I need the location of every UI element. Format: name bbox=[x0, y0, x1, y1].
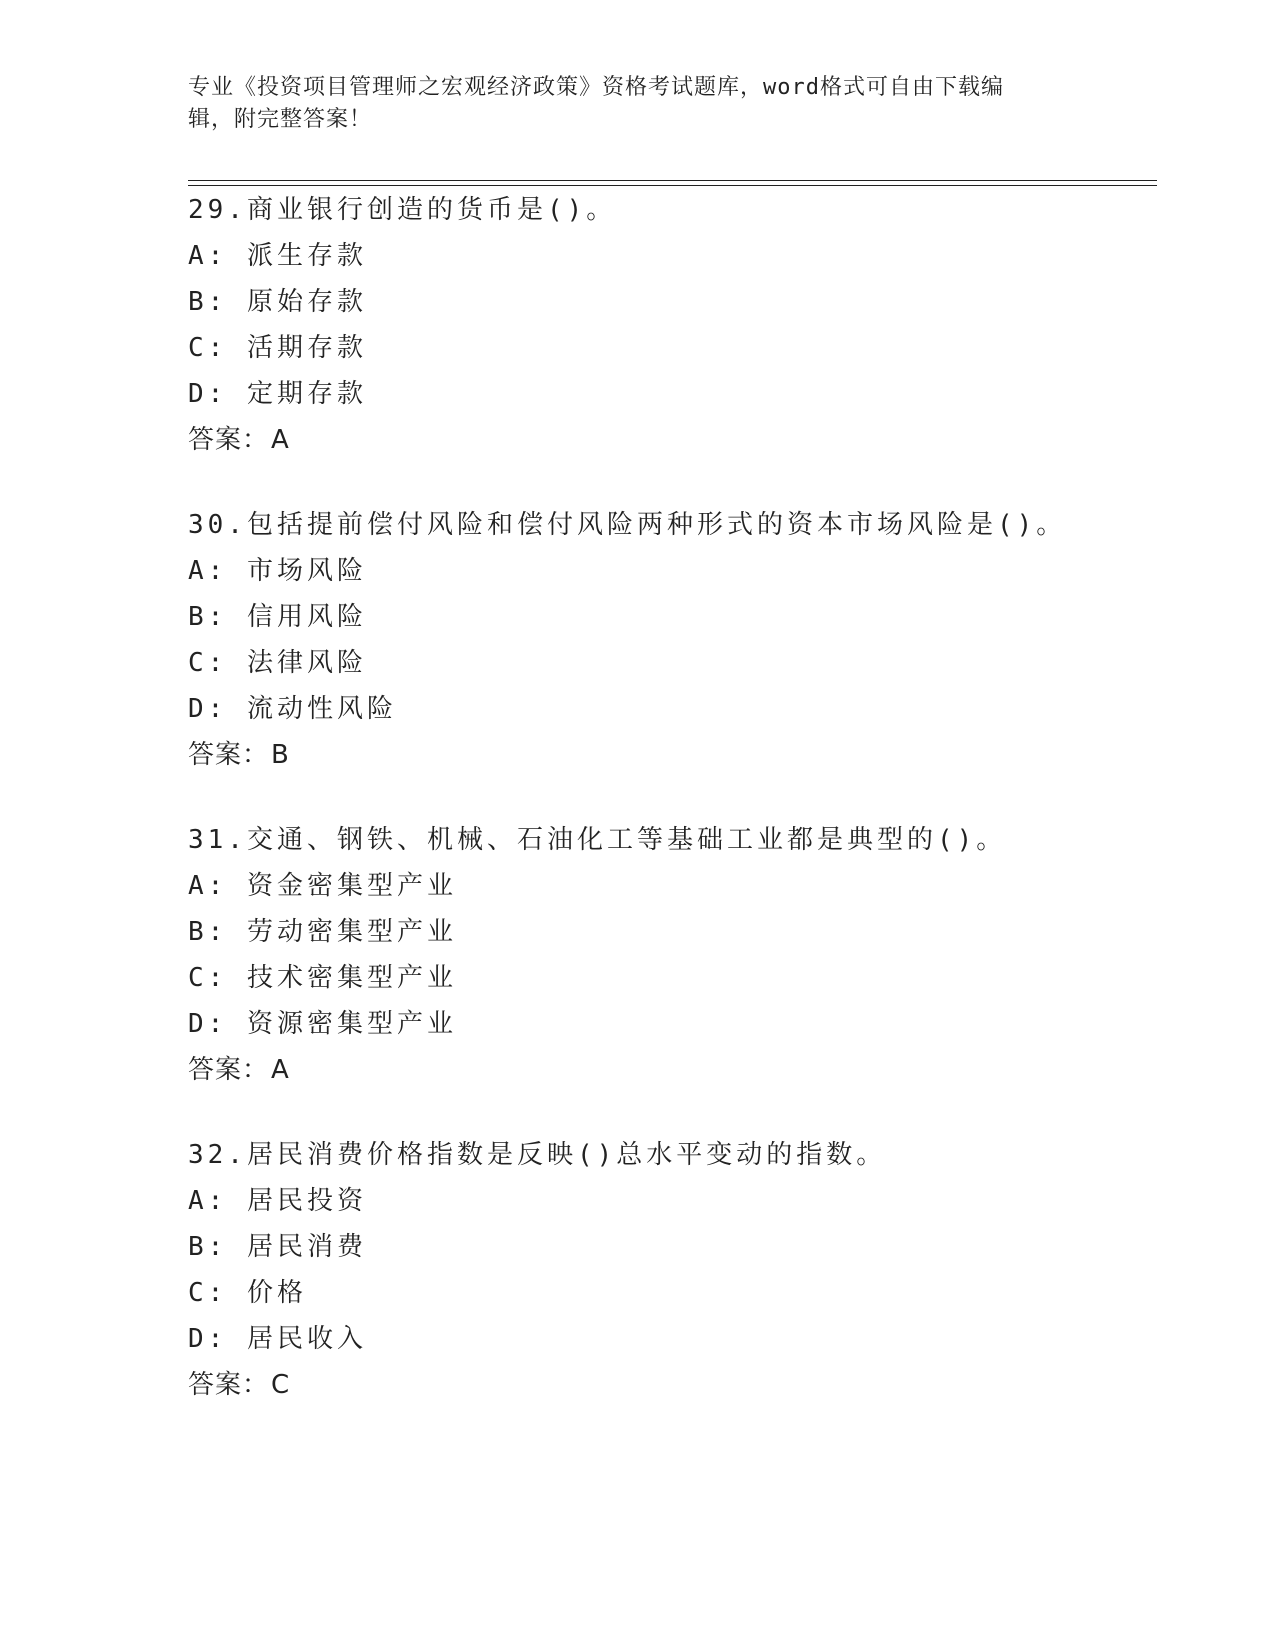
question-stem: 31.交通、钢铁、机械、石油化工等基础工业都是典型的()。 bbox=[188, 825, 1007, 855]
option-c: C: 法律风险 bbox=[188, 648, 367, 678]
option-a: A: 市场风险 bbox=[188, 556, 367, 586]
answer-value: A bbox=[271, 1055, 290, 1085]
option-b: B: 原始存款 bbox=[188, 287, 367, 317]
option-d: D: 流动性风险 bbox=[188, 694, 397, 724]
answer-line bbox=[188, 417, 1168, 463]
answer-value: B bbox=[271, 740, 290, 770]
header-line-2: 辑，附完整答案！ bbox=[188, 107, 373, 132]
header-line-1: 专业《投资项目管理师之宏观经济政策》资格考试题库，word格式可自由下载编 bbox=[188, 75, 1004, 100]
option-c: C: 技术密集型产业 bbox=[188, 963, 457, 993]
answer-line bbox=[188, 1047, 1168, 1093]
option-c: C: 活期存款 bbox=[188, 333, 367, 363]
question-32 bbox=[188, 1132, 1168, 1408]
question-29 bbox=[188, 187, 1168, 463]
option-d: D: 定期存款 bbox=[188, 379, 367, 409]
option-b: B: 劳动密集型产业 bbox=[188, 917, 457, 947]
answer-line bbox=[188, 732, 1168, 778]
answer-label: 答案： bbox=[188, 1370, 270, 1400]
question-31 bbox=[188, 817, 1168, 1093]
question-stem: 32.居民消费价格指数是反映()总水平变动的指数。 bbox=[188, 1140, 887, 1170]
answer-label: 答案： bbox=[188, 1055, 270, 1085]
answer-label: 答案： bbox=[188, 740, 270, 770]
answer-value: A bbox=[271, 425, 290, 455]
answer-value: C bbox=[271, 1370, 291, 1400]
option-a: A: 派生存款 bbox=[188, 241, 367, 271]
answer-label: 答案： bbox=[188, 425, 270, 455]
question-stem: 30.包括提前偿付风险和偿付风险两种形式的资本市场风险是()。 bbox=[188, 510, 1067, 540]
option-a: A: 资金密集型产业 bbox=[188, 871, 457, 901]
option-c: C: 价格 bbox=[188, 1278, 307, 1308]
header-divider-bottom bbox=[188, 185, 1157, 186]
header-divider-top bbox=[188, 180, 1157, 181]
option-d: D: 资源密集型产业 bbox=[188, 1009, 457, 1039]
option-b: B: 居民消费 bbox=[188, 1232, 367, 1262]
answer-line bbox=[188, 1362, 1168, 1408]
document-header bbox=[188, 72, 1088, 136]
option-d: D: 居民收入 bbox=[188, 1324, 367, 1354]
question-30 bbox=[188, 502, 1168, 778]
question-stem: 29.商业银行创造的货币是()。 bbox=[188, 195, 617, 225]
option-b: B: 信用风险 bbox=[188, 602, 367, 632]
option-a: A: 居民投资 bbox=[188, 1186, 367, 1216]
